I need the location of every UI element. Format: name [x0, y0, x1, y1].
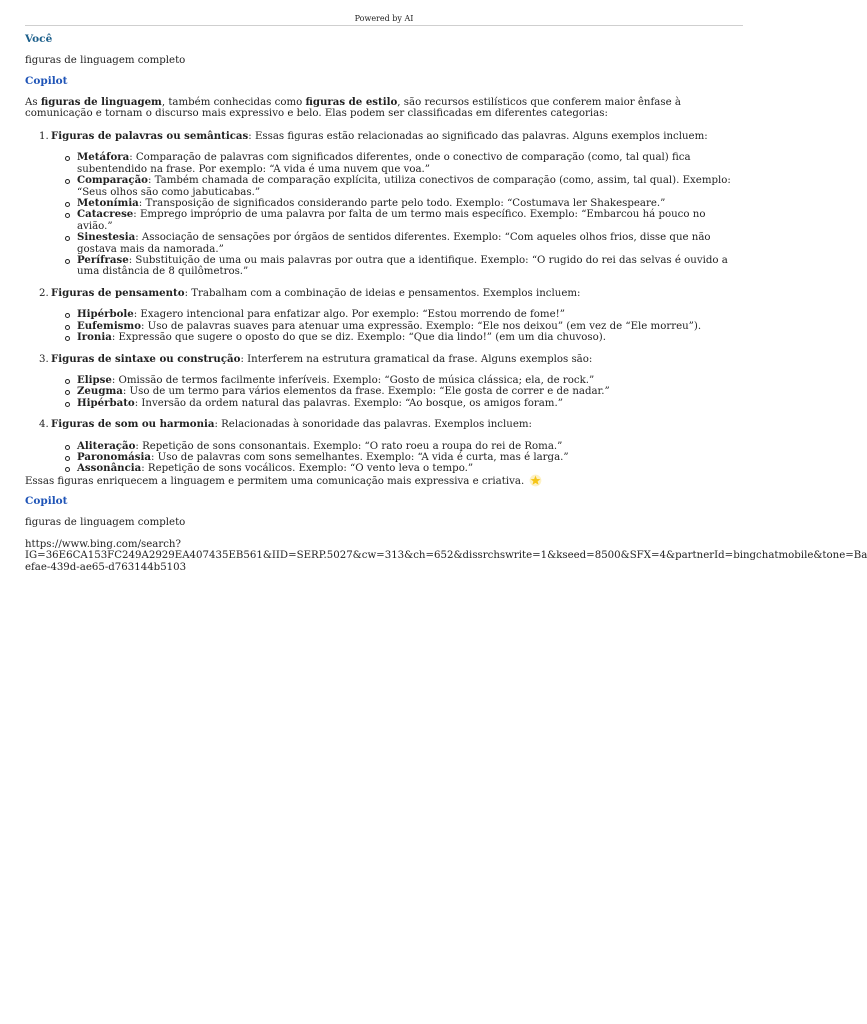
figure-item: Catacrese: Emprego impróprio de uma palavra por falta de um termo mais específico. Exemplo: “Embarcou há pouco no avião.” — [77, 209, 743, 232]
category-description: : Relacionadas à sonoridade das palavras. Exemplos incluem: — [214, 419, 532, 431]
bot-sender-label-2: Copilot — [25, 495, 68, 507]
category-title: Figuras de sintaxe ou construção — [51, 352, 241, 365]
figure-item: Paronomásia: Uso de palavras com sons semelhantes. Exemplo: “A vida é curta, mas é larga.” — [77, 452, 743, 463]
category-item: 1. Figuras de palavras ou semânticas: Essas figuras estão relacionadas ao significado das palavras. Alguns exemplos incluem: Metáfora: Comparação de palavras com significados diferentes, onde o conectivo de comparação (como, tal qual) fica subentendido na frase. Por exemplo: “A vida é uma nuvem que voa.” Comparação: Também chamada de comparação explícita, utiliza conectivos de comparação (como, assim, tal qual). Exemplo: “Seus olhos são como jabuticabas.” Metonímia: Transposição de significados considerando parte pelo todo. Exemplo: “Costumava ler Shakespeare.” Catacrese: Emprego impróprio de uma palavra por falta de um termo mais específico. Exemplo: “Embarcou há pouco no avião.” Sinestesia: Associação de sensações por órgãos de sentidos diferentes. Exemplo: “Com aqueles olhos frios, disse que não gostava mais da namorada.” Perífrase: Substituição de uma ou mais palavras por outra que a identifique. Exemplo: “O rugido do rei das selvas é ouvido a uma distância de 8 quilômetros.” — [25, 131, 743, 278]
figure-sublist — [51, 441, 743, 475]
figure-item: Metonímia: Transposição de significados considerando parte pelo todo. Exemplo: “Costumava ler Shakespeare.” — [77, 198, 743, 209]
powered-by-label: Powered by AI — [354, 14, 414, 23]
source-url[interactable]: https://www.bing.com/search? IG=36E6CA153FC249A2929EA407435EB561&IID=SERP.5027&cw=313&ch=652&dissrchswrite=1&kseed=8500&SFX=4&partnerId=bingchatmobile&tone=Ba efae-439d-ae65-d763144b5103 — [25, 539, 867, 573]
intro-term-figuras-de-estilo: figuras de estilo — [305, 96, 398, 108]
figure-item: Assonância: Repetição de sons vocálicos. Exemplo: “O vento leva o tempo.” — [77, 463, 743, 474]
intro-paragraph: As figuras de linguagem, também conhecidas como figuras de estilo, são recursos estilísticos que conferem maior ênfase à comunicação e tornam o discurso mais expressivo e belo. Elas podem ser classificadas em diferentes categorias: — [25, 96, 681, 120]
category-item: 4. Figuras de som ou harmonia: Relacionadas à sonoridade das palavras. Exemplos incluem: Aliteração: Repetição de sons consonantais. Exemplo: “O rato roeu a roupa do rei de Roma.” Paronomásia: Uso de palavras com sons semelhantes. Exemplo: “A vida é curta, mas é larga.” Assonância: Repetição de sons vocálicos. Exemplo: “O vento leva o tempo.” — [25, 419, 743, 475]
figure-item: Aliteração: Repetição de sons consonantais. Exemplo: “O rato roeu a roupa do rei de Roma.” — [77, 441, 743, 452]
closing-paragraph: Essas figuras enriquecem a linguagem e permitem uma comunicação mais expressiva e criativa. — [25, 474, 542, 487]
figures-category-list — [25, 131, 743, 485]
figure-sublist — [51, 375, 743, 409]
bot-sender-label: Copilot — [25, 75, 68, 87]
category-description: : Essas figuras estão relacionadas ao significado das palavras. Alguns exemplos incluem: — [248, 131, 708, 142]
category-title: Figuras de som ou harmonia — [51, 418, 215, 431]
category-item: 3. Figuras de sintaxe ou construção: Interferem na estrutura gramatical da frase. Alguns exemplos são: Elipse: Omissão de termos facilmente inferíveis. Exemplo: “Gosto de música clássica; ela, de rock.” Zeugma: Uso de um termo para vários elementos da frase. Exemplo: “Ele gosta de correr e de nadar.” Hipérbato: Inversão da ordem natural das palavras. Exemplo: “Ao bosque, os amigos foram.” — [25, 354, 743, 410]
figure-item: Comparação: Também chamada de comparação explícita, utiliza conectivos de comparação (como, assim, tal qual). Exemplo: “Seus olhos são como jabuticabas.” — [77, 175, 743, 198]
figure-item: Elipse: Omissão de termos facilmente inferíveis. Exemplo: “Gosto de música clássica; ela, de rock.” — [77, 375, 743, 386]
category-description: : Trabalham com a combinação de ideias e pensamentos. Exemplos incluem: — [184, 287, 581, 299]
figure-sublist — [51, 309, 743, 343]
figure-item: Metáfora: Comparação de palavras com significados diferentes, onde o conectivo de comparação (como, tal qual) fica subentendido na frase. Por exemplo: “A vida é uma nuvem que voa.” — [77, 152, 743, 175]
intro-term-figuras-de-linguagem: figuras de linguagem — [40, 96, 162, 108]
category-title: Figuras de pensamento — [51, 286, 185, 299]
page-header — [25, 13, 743, 26]
figure-item: Perífrase: Substituição de uma ou mais palavras por outra que a identifique. Exemplo: “O rugido do rei das selvas é ouvido a uma distância de 8 quilômetros.” — [77, 255, 743, 278]
user-message-text: figuras de linguagem completo — [25, 55, 186, 66]
category-item: 2. Figuras de pensamento: Trabalham com a combinação de ideias e pensamentos. Exemplos incluem: Hipérbole: Exagero intencional para enfatizar algo. Por exemplo: “Estou morrendo de fome!” Eufemismo: Uso de palavras suaves para atenuar uma expressão. Exemplo: “Ele nos deixou” (em vez de “Ele morreu”). Ironia: Expressão que sugere o oposto do que se diz. Exemplo: “Que dia lindo!” (em um dia chuvoso). — [25, 288, 743, 344]
figure-item: Ironia: Expressão que sugere o oposto do que se diz. Exemplo: “Que dia lindo!” (em um dia chuvoso). — [77, 332, 743, 343]
figure-sublist — [51, 152, 743, 277]
query-text: figuras de linguagem completo — [25, 517, 186, 528]
figure-item: Hipérbole: Exagero intencional para enfatizar algo. Por exemplo: “Estou morrendo de fome!” — [77, 309, 743, 320]
figure-item: Zeugma: Uso de um termo para vários elementos da frase. Exemplo: “Ele gosta de correr e de nadar.” — [77, 386, 743, 397]
figure-item: Eufemismo: Uso de palavras suaves para atenuar uma expressão. Exemplo: “Ele nos deixou” (em vez de “Ele morreu”). — [77, 321, 743, 332]
category-description: : Interferem na estrutura gramatical da frase. Alguns exemplos são: — [240, 353, 593, 365]
figure-item: Sinestesia: Associação de sensações por órgãos de sentidos diferentes. Exemplo: “Com aqueles olhos frios, disse que não gostava mais da namorada.” — [77, 232, 743, 255]
sparkle-star-icon — [529, 474, 542, 487]
user-sender-label: Você — [25, 33, 53, 45]
category-title: Figuras de palavras ou semânticas — [51, 130, 249, 142]
figure-item: Hipérbato: Inversão da ordem natural das palavras. Exemplo: “Ao bosque, os amigos foram.” — [77, 398, 743, 409]
